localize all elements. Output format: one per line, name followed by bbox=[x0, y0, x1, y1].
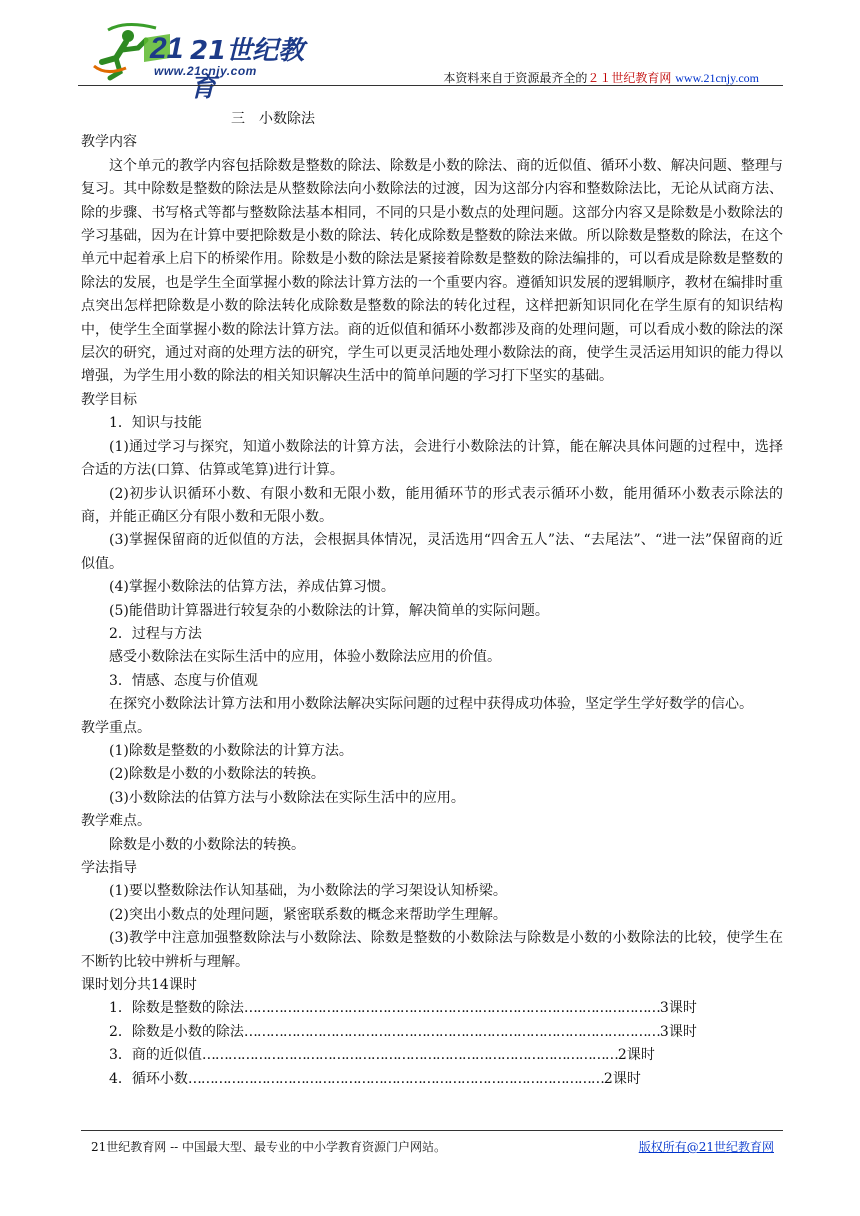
leader-dots: …………………………………………………………………………………… bbox=[243, 1000, 660, 1017]
goal-attitude-text: 在探究小数除法计算方法和用小数除法解决实际问题的过程中获得成功体验，坚定学生学好数学的信心。 bbox=[109, 696, 753, 713]
method-item: (1)要以整数除法作认知基础，为小数除法的学习架设认知桥梁。 bbox=[109, 883, 507, 900]
goal-heading-process: 2．过程与方法 bbox=[109, 625, 202, 642]
goal-item: (3)掌握保留商的近似值的方法，会根据具体情况，灵活选用“四舍五人”法、“去尾法”、“进一法”保留商的近似值。 bbox=[81, 532, 783, 572]
section-heading-content: 教学内容 bbox=[81, 134, 137, 151]
content-paragraph: 这个单元的教学内容包括除数是整数的除法、除数是小数的除法、商的近似值、循环小数、解决问题、整理与复习。其中除数是整数的除法是从整数除法向小数除法的过渡，因为这部分内容和整数除法比，无论从试商方法、除的步骤、书写格式等都与整数除法基本相同，不同的只是小数点的处理问题。这部分内容又是除数是小数除法的学习基础，因为在计算中要把除数是小数的除法、转化成除数是整数的除法来做。所以除数是整数的除法，在这个单元中起着承上启下的桥梁作用。除数是小数的除法是紧接着除数是整数的除法编排的，可以看成是除数是整数的除法的发展，也是学生全面掌握小数的除法计算方法的一个重要内容。遵循知识发展的逻辑顺序，教材在编排时重点突出怎样把除数是小数的除法转化成除数是整数的除法的转化过程，这样把新知识同化在学生原有的知识结构中，使学生全面掌握小数的除法计算方法。商的近似值和循环小数都涉及商的处理问题，可以看成小数的除法的深层次的研究，通过对商的处理方法的研究，学生可以更灵活地处理小数除法的商，使学生灵活运用知识的能力得以增强，为学生用小数的除法的相关知识解决生活中的简单问题的学习打下坚实的基础。 bbox=[81, 157, 783, 385]
schedule-hours: 3课时 bbox=[659, 1023, 697, 1040]
goal-item: (4)掌握小数除法的估算方法，养成估算习惯。 bbox=[109, 579, 395, 596]
document-title: 三 小数除法 bbox=[231, 111, 315, 127]
schedule-row bbox=[81, 1068, 641, 1091]
section-heading-method: 学法指导 bbox=[81, 860, 137, 876]
header-note-prefix: 本资料来自于资源最齐全的 bbox=[443, 71, 588, 85]
schedule-row bbox=[81, 1044, 655, 1067]
leader-dots: …………………………………………………………………………………… bbox=[243, 1023, 660, 1040]
header-site-link[interactable]: www.21cnjy.com bbox=[675, 71, 759, 85]
footer-copyright-link[interactable]: 版权所有@21世纪教育网 bbox=[638, 1140, 774, 1154]
key-item: (2)除数是小数的小数除法的转换。 bbox=[109, 766, 325, 783]
schedule-row bbox=[81, 997, 697, 1020]
key-item: (3)小数除法的估算方法与小数除法在实际生活中的应用。 bbox=[109, 789, 465, 806]
svg-text:21: 21 bbox=[150, 32, 184, 65]
schedule-hours: 2课时 bbox=[603, 1070, 641, 1087]
section-heading-key: 教学重点。 bbox=[81, 719, 151, 736]
goal-item: (5)能借助计算器进行较复杂的小数除法的计算，解决简单的实际问题。 bbox=[109, 602, 549, 619]
section-heading-schedule: 课时划分共14课时 bbox=[81, 977, 197, 994]
schedule-label: 3．商的近似值 bbox=[109, 1047, 202, 1064]
schedule-label: 1．除数是整数的除法 bbox=[109, 1000, 244, 1017]
logo-text: 21世纪教育 bbox=[190, 36, 305, 103]
footer-site-description: 21世纪教育网 -- 中国最大型、最专业的中小学教育资源门户网站。 bbox=[91, 1140, 447, 1154]
leader-dots: …………………………………………………………………………………… bbox=[201, 1047, 618, 1064]
goal-process-text: 感受小数除法在实际生活中的应用，体验小数除法应用的价值。 bbox=[109, 649, 501, 666]
schedule-label: 2．除数是小数的除法 bbox=[109, 1023, 244, 1040]
schedule-hours: 3课时 bbox=[659, 1000, 697, 1017]
page-header bbox=[78, 18, 783, 103]
schedule-label: 4．循环小数 bbox=[109, 1070, 188, 1087]
schedule-row bbox=[81, 1021, 697, 1044]
header-source-note bbox=[443, 69, 759, 86]
section-heading-goals: 教学目标 bbox=[81, 391, 137, 408]
logo-url: www.21cnjy.com bbox=[154, 64, 257, 78]
method-item: (2)突出小数点的处理问题，紧密联系数的概念来帮助学生理解。 bbox=[109, 906, 507, 923]
document-body bbox=[81, 108, 783, 1091]
goal-item: (1)通过学习与探究，知道小数除法的计算方法，会进行小数除法的计算，能在解决具体问题的过程中，选择合适的方法(口算、估算或笔算)进行计算。 bbox=[81, 438, 783, 479]
goal-item: (2)初步认识循环小数、有限小数和无限小数，能用循环节的形式表示循环小数，能用循环小数表示除法的商，并能正确区分有限小数和无限小数。 bbox=[81, 485, 783, 525]
leader-dots: …………………………………………………………………………………… bbox=[187, 1070, 604, 1087]
difficulty-text: 除数是小数的小数除法的转换。 bbox=[109, 836, 305, 853]
method-item: (3)教学中注意加强整数除法与小数除法、除数是整数的小数除法与除数是小数的小数除法的比较，使学生在不断钓比较中辨析与理解。 bbox=[81, 930, 783, 970]
section-heading-difficulty: 教学难点。 bbox=[81, 813, 151, 830]
header-brand-link[interactable]: ２１世纪教育网 bbox=[587, 71, 672, 85]
site-logo[interactable] bbox=[86, 18, 306, 103]
header-divider bbox=[78, 85, 783, 86]
schedule-hours: 2课时 bbox=[617, 1047, 655, 1064]
goal-heading-attitude: 3．情感、态度与价值观 bbox=[109, 672, 258, 689]
footer-divider bbox=[81, 1130, 783, 1131]
key-item: (1)除数是整数的小数除法的计算方法。 bbox=[109, 742, 353, 759]
goal-heading-knowledge: 1．知识与技能 bbox=[109, 415, 202, 432]
